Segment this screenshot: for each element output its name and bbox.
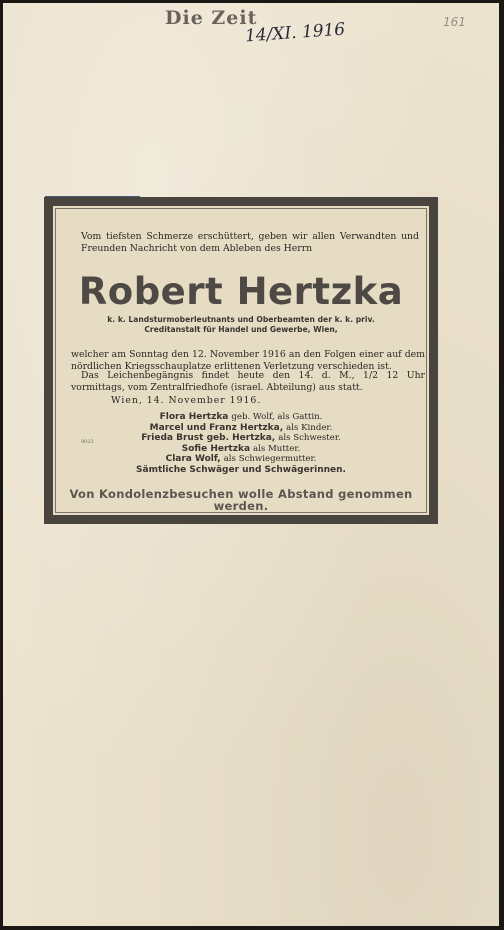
mourner-line: Sämtliche Schwäger und Schwägerinnen.	[136, 464, 346, 475]
newspaper-stamp: Die Zeit	[165, 7, 258, 29]
closing-line: Von Kondolenzbesuchen wolle Abstand genommen werden.	[69, 487, 413, 513]
mourner-line: Marcel und Franz Hertzka, als Kinder.	[149, 422, 333, 433]
death-paragraph: welcher am Sonntag den 12. November 1916 an den Folgen einer auf dem nördlichen Kriegsschauplatze erlittenen Verletzung verschieden ist.	[71, 349, 425, 372]
handwritten-date: 14/XI. 1916	[244, 19, 346, 47]
mourner-line: Frieda Brust geb. Hertzka, als Schwester.	[141, 433, 341, 444]
folio-number: 161	[443, 15, 466, 29]
intro-text: Vom tiefsten Schmerze erschüttert, geben wir allen Verwandten und Freunden Nachricht von dem Ableben des Herrn	[81, 231, 419, 254]
rank-line-2: Creditanstalt für Handel und Gewerbe, Wien,	[144, 325, 338, 334]
mourners-list	[59, 412, 423, 476]
obituary-notice	[44, 197, 438, 524]
mourner-line: Clara Wolf, als Schwiegermutter.	[165, 454, 317, 465]
mourner-line: Flora Hertzka geb. Wolf, als Gattin.	[159, 412, 323, 422]
reference-mark: 9023	[81, 439, 94, 445]
place-date: Wien, 14. November 1916.	[111, 395, 262, 406]
mourner-line: Sofie Hertzka als Mutter.	[181, 443, 301, 454]
notice-body	[59, 212, 425, 513]
rank-line-1: k. k. Landsturmoberleutnants und Oberbeamten der k. k. priv.	[107, 315, 375, 324]
deceased-name: Robert Hertzka	[78, 270, 404, 313]
funeral-paragraph: Das Leichenbegängnis findet heute den 14. d. M., 1/2 12 Uhr vormittags, vom Zentralfriedhofe (israel. Abteilung) aus statt.	[71, 370, 425, 393]
rank-title	[59, 315, 423, 335]
